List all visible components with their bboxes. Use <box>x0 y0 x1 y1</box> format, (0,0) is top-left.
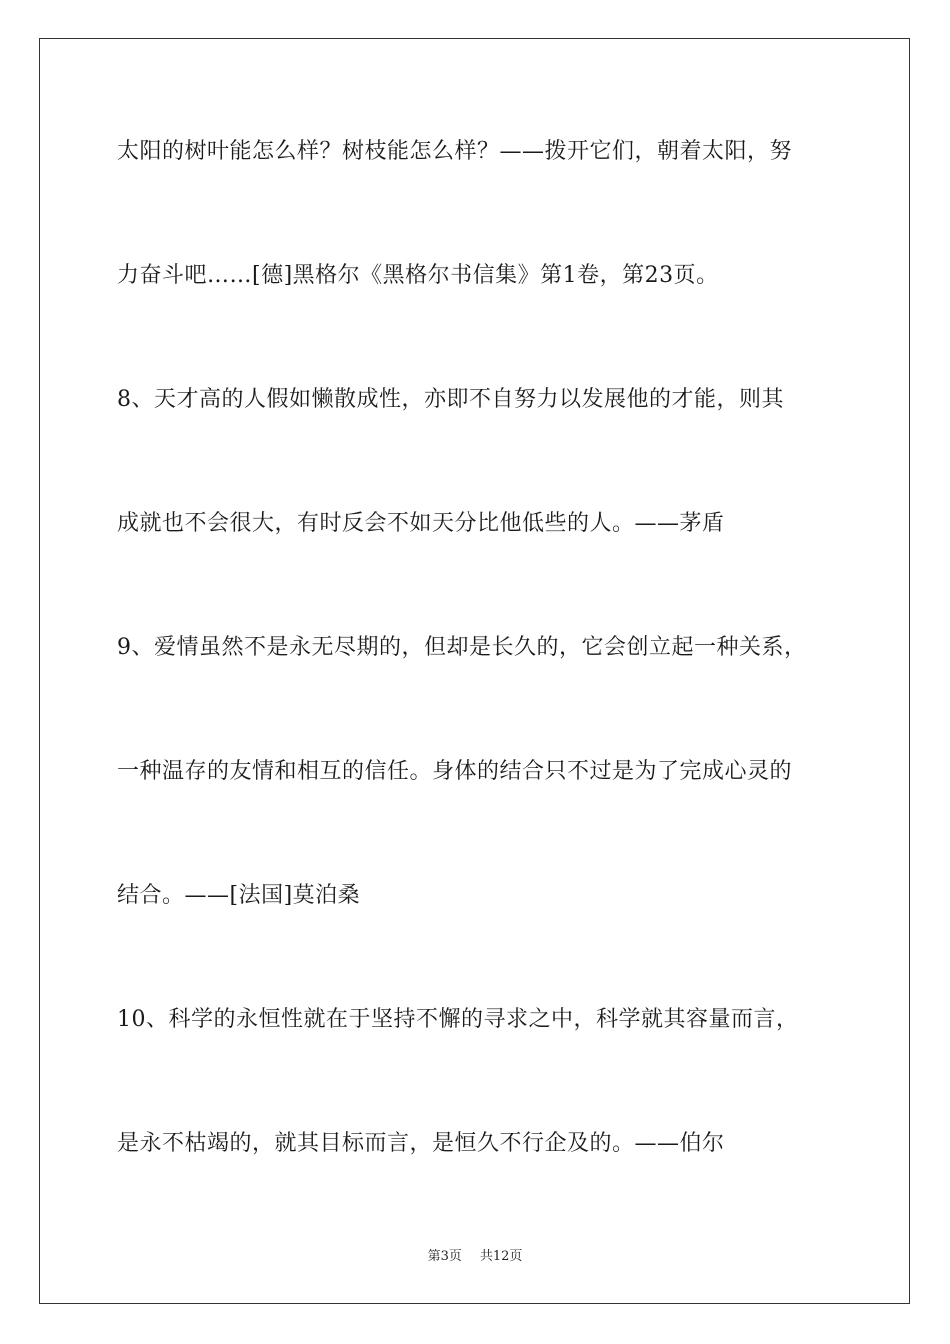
text-line-1: 太阳的树叶能怎么样？树枝能怎么样？——拨开它们，朝着太阳，努 <box>117 139 793 164</box>
page-footer <box>0 1248 950 1266</box>
text-line-6: 一种温存的友情和相互的信任。身体的结合只不过是为了完成心灵的 <box>117 759 793 784</box>
text-line-5: 9、爱情虽然不是永无尽期的，但却是长久的，它会创立起一种关系， <box>117 635 807 660</box>
text-line-9: 是永不枯竭的，就其目标而言，是恒久不行企及的。——伯尔 <box>117 1131 725 1156</box>
text-line-4: 成就也不会很大，有时反会不如天分比他低些的人。——茅盾 <box>117 511 725 536</box>
page-number: 第3页 <box>427 1249 462 1264</box>
text-line-2: 力奋斗吧……[德]黑格尔《黑格尔书信集》第1卷，第23页。 <box>117 263 719 288</box>
text-line-7: 结合。——[法国]莫泊桑 <box>117 883 361 908</box>
page-border <box>39 38 910 1304</box>
text-line-3: 8、天才高的人假如懒散成性，亦即不自努力以发展他的才能，则其 <box>117 387 784 412</box>
page-total: 共12页 <box>479 1249 523 1264</box>
text-line-8: 10、科学的永恒性就在于坚持不懈的寻求之中，科学就其容量而言， <box>117 1007 799 1032</box>
